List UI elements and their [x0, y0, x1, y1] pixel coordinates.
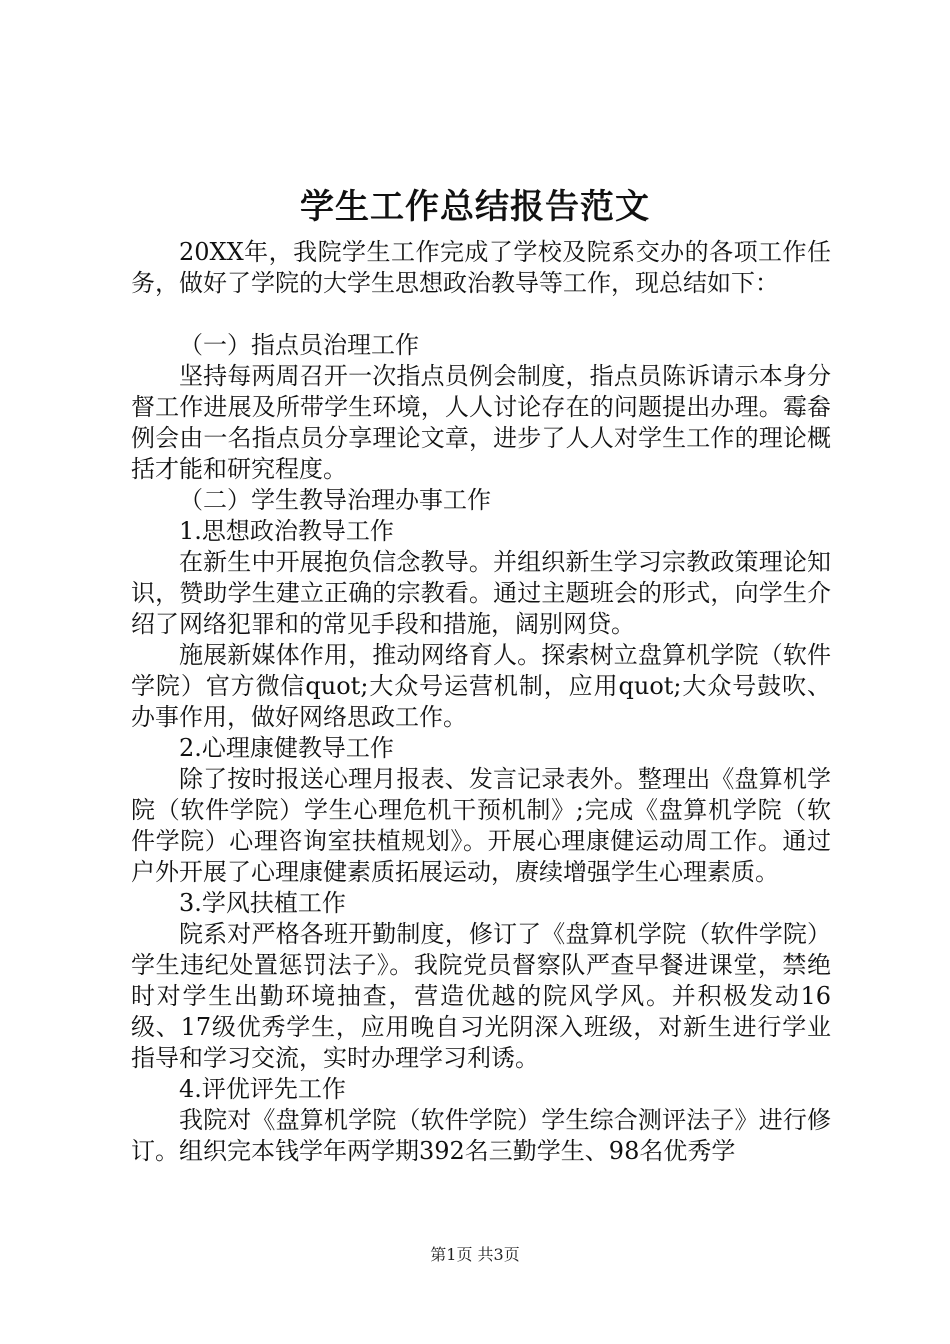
paragraph-new-media: 施展新媒体作用，推动网络育人。探索树立盘算机学院（软件学院）官方微信quot;大众号运营机制，应用quot;大众号鼓吹、办事作用，做好网络思政工作。 [131, 641, 831, 731]
paragraph-mental-health: 除了按时报送心理月报表、发言记录表外。整理出《盘算机学院（软件学院）学生心理危机干预机制》;完成《盘算机学院（软件学院）心理咨询室扶植规划》。开展心理康健运动周工作。通过户外开展了心理康健素质拓展运动，赓续增强学生心理素质。 [131, 765, 831, 886]
subheading-study-style: 3.学风扶植工作 [179, 889, 346, 917]
paragraph-counselor-meetings: 坚持每两周召开一次指点员例会制度，指点员陈诉请示本身分督工作进展及所带学生环境，人人讨论存在的问题提出办理。霉畚例会由一名指点员分享理论文章，进步了人人对学生工作的理论概括才能和研究程度。 [131, 362, 831, 483]
paragraph-awards-evaluation: 我院对《盘算机学院（软件学院）学生综合测评法子》进行修订。组织完本钱学年两学期392名三勤学生、98名优秀学 [131, 1106, 831, 1165]
section-heading-counselor-management: （一）指点员治理工作 [179, 331, 419, 359]
subheading-ideological-education: 1.思想政治教导工作 [179, 517, 394, 545]
page-footer: 第1页 共3页 [430, 1245, 520, 1264]
subheading-awards-evaluation: 4.评优评先工作 [179, 1075, 346, 1103]
paragraph-ideals-education: 在新生中开展抱负信念教导。并组织新生学习宗教政策理论知识，赞助学生建立正确的宗教看。通过主题班会的形式，向学生介绍了网络犯罪和的常见手段和措施，阔别网贷。 [131, 548, 831, 638]
intro-paragraph: 20XX年，我院学生工作完成了学校及院系交办的各项工作任务，做好了学院的大学生思想政治教导等工作，现总结如下： [131, 238, 831, 297]
section-heading-student-services: （二）学生教导治理办事工作 [179, 486, 491, 514]
paragraph-study-style: 院系对严格各班开勤制度，修订了《盘算机学院（软件学院）学生违纪处置惩罚法子》。我院党员督察队严查早餐进课堂，禁绝时对学生出勤环境抽查，营造优越的院风学风。并积极发动16级、17级优秀学生，应用晚自习光阴深入班级，对新生进行学业指导和学习交流，实时办理学习利诱。 [131, 920, 831, 1072]
document-title: 学生工作总结报告范文 [300, 187, 650, 227]
document-body [131, 237, 831, 1167]
subheading-mental-health: 2.心理康健教导工作 [179, 734, 394, 762]
